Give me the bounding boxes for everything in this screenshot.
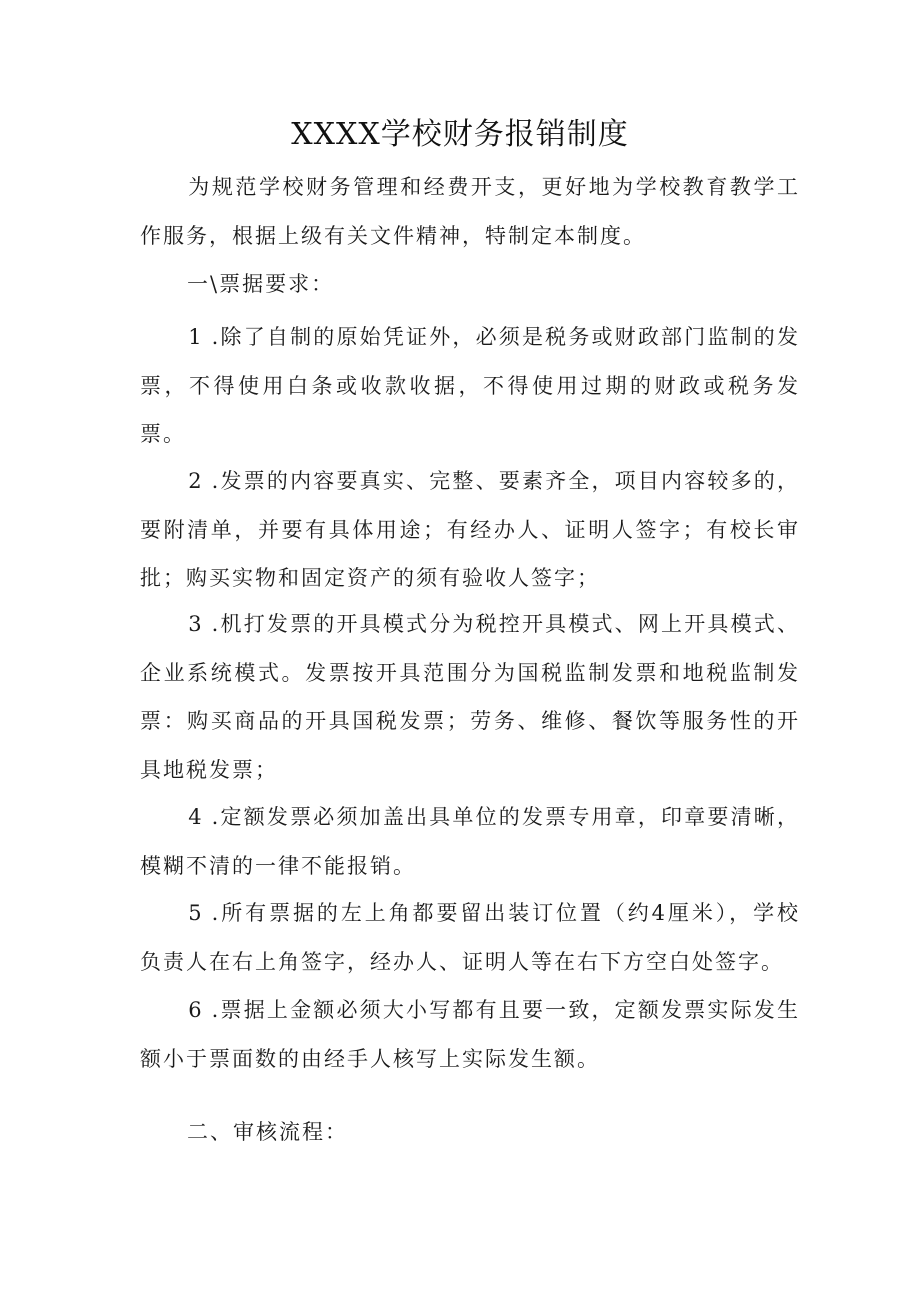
document-title: XXXX学校财务报销制度 [291,117,629,152]
item-text: .票据上金额必须大小写都有且要一致，定额发票实际发生额小于票面数的由经手人核写上实际发生额。 [140,998,800,1071]
intro-paragraph: 为规范学校财务管理和经费开支，更好地为学校教育教学工作服务，根据上级有关文件精神，特制定本制度。 [140,175,800,248]
section-heading-review-process: 二、审核流程： [187,1120,348,1144]
section-heading-receipt-requirements: 一\票据要求： [187,272,335,296]
item-number: 3 [188,612,204,636]
item-number: 4 [188,805,204,829]
list-item [140,457,800,603]
list-item [140,600,800,794]
item-number: 6 [188,998,204,1022]
list-item [140,793,800,890]
item-number: 1 [188,325,204,349]
item-text: .机打发票的开具模式分为税控开具模式、网上开具模式、企业系统模式。发票按开具范围分为国税监制发票和地税监制发票：购买商品的开具国税发票；劳务、维修、餐饮等服务性的开具地税发票； [140,612,800,782]
item-text: .除了自制的原始凭证外，必须是税务或财政部门监制的发票，不得使用白条或收款收据，不得使用过期的财政或税务发票。 [140,325,800,446]
item-number: 5 [188,901,204,925]
item-text: .定额发票必须加盖出具单位的发票专用章，印章要清晰，模糊不清的一律不能报销。 [140,805,800,878]
list-item [140,986,800,1083]
list-item [140,889,800,986]
list-item [140,313,800,459]
item-text: .所有票据的左上角都要留出装订位置（约4厘米），学校负责人在右上角签字，经办人、证明人等在右下方空白处签字。 [140,901,800,974]
item-text: .发票的内容要真实、完整、要素齐全，项目内容较多的，要附清单，并要有具体用途；有经办人、证明人签字；有校长审批；购买实物和固定资产的须有验收人签字； [140,469,800,590]
item-number: 2 [188,469,204,493]
